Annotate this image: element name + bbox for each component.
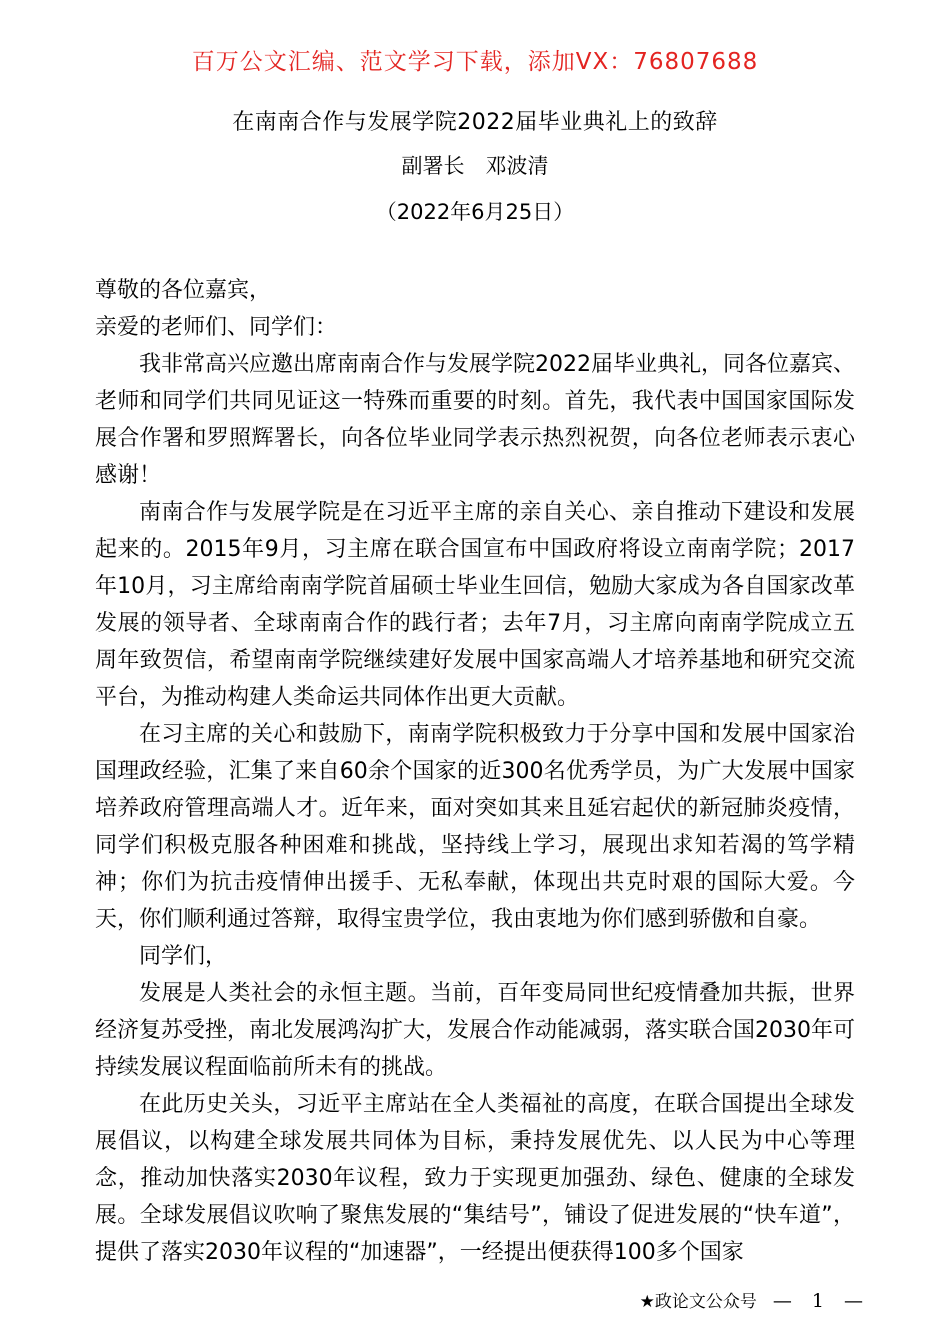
- document-date: （2022年6月25日）: [375, 200, 575, 224]
- page-number: — 1 —: [772, 1290, 866, 1312]
- paragraph-global-development-initiative: 在此历史关头，习近平主席站在全人类福祉的高度，在联合国提出全球发展倡议，以构建全球发展共同体为目标，秉持发展优先、以人民为中心等理念，推动加快落实2030年议程，致力于实现更加强劲、绿色、健康的全球发展。全球发展倡议吹响了聚焦发展的“集结号”，铺设了促进发展的“快车道”，提供了落实2030年议程的“加速器”，一经提出便获得100多个国家: [95, 1092, 855, 1265]
- page-footer: [640, 1287, 866, 1312]
- paragraph-development-challenges: 发展是人类社会的永恒主题。当前，百年变局同世纪疫情叠加共振，世界经济复苏受挫，南北发展鸿沟扩大，发展合作动能减弱，落实联合国2030年可持续发展议程面临前所未有的挑战。: [95, 981, 855, 1080]
- salutation-line-teachers-students: 亲爱的老师们、同学们：: [95, 315, 338, 340]
- salutation-line-guests: 尊敬的各位嘉宾，: [95, 278, 272, 303]
- paragraph-institute-history: 南南合作与发展学院是在习近平主席的亲自关心、亲自推动下建设和发展起来的。2015年9月，习主席在联合国宣布中国政府将设立南南学院；2017年10月，习主席给南南学院首届硕士毕业生回信，勉励大家成为各自国家改革发展的领导者、全球南南合作的践行者；去年7月，习主席向南南学院成立五周年致贺信，希望南南学院继续建好发展中国家高端人才培养基地和研究交流平台，为推动构建人类命运共同体作出更大贡献。: [95, 500, 855, 710]
- document-title: 在南南合作与发展学院2022届毕业典礼上的致辞: [232, 110, 718, 135]
- document-body: [95, 272, 855, 1271]
- paragraph-address-students: 同学们，: [139, 944, 228, 969]
- paragraph-opening-thanks: 我非常高兴应邀出席南南合作与发展学院2022届毕业典礼，同各位嘉宾、老师和同学们共同见证这一特殊而重要的时刻。首先，我代表中国国家国际发展合作署和罗照辉署长，向各位毕业同学表示热烈祝贺，向各位老师表示衷心感谢！: [95, 352, 855, 488]
- footer-watermark: ★政论文公众号: [639, 1292, 757, 1312]
- document-byline: 副署长 邓波清: [401, 154, 549, 178]
- header-ad-text: 百万公文汇编、范文学习下载，添加VX：76807688: [191, 49, 759, 75]
- paragraph-students-achievements: 在习主席的关心和鼓励下，南南学院积极致力于分享中国和发展中国家治国理政经验，汇集了来自60余个国家的近300名优秀学员，为广大发展中国家培养政府管理高端人才。近年来，面对突如其来且延宕起伏的新冠肺炎疫情，同学们积极克服各种困难和挑战，坚持线上学习，展现出求知若渴的笃学精神；你们为抗击疫情伸出援手、无私奉献，体现出共克时艰的国际大爱。今天，你们顺利通过答辩，取得宝贵学位，我由衷地为你们感到骄傲和自豪。: [95, 722, 855, 932]
